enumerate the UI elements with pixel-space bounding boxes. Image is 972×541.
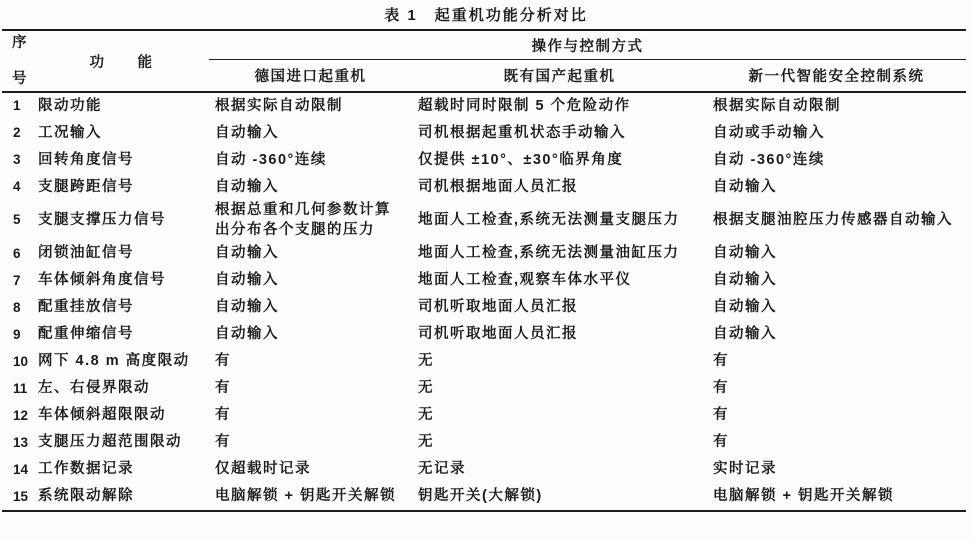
cell-german-crane: 电脑解锁 + 钥匙开关解锁 xyxy=(215,487,397,504)
cell-row-number: 4 xyxy=(13,179,21,195)
cell-function: 支腿跨距信号 xyxy=(38,178,134,195)
cell-german-crane: 自动 -360°连续 xyxy=(215,151,327,168)
cell-new-system: 电脑解锁 + 钥匙开关解锁 xyxy=(713,487,895,504)
cell-german-crane: 自动输入 xyxy=(215,124,279,141)
cell-german-crane: 有 xyxy=(215,433,231,450)
cell-german-crane: 自动输入 xyxy=(215,325,279,342)
cell-domestic-crane: 钥匙开关(大解锁) xyxy=(418,487,543,504)
header-group-label: 操作与控制方式 xyxy=(209,31,966,60)
cell-german-crane: 自动输入 xyxy=(215,271,279,288)
table-header xyxy=(2,31,966,93)
table-row xyxy=(2,483,966,510)
cell-function: 配重伸缩信号 xyxy=(38,325,134,342)
cell-function: 系统限动解除 xyxy=(38,487,134,504)
cell-domestic-crane: 司机根据地面人员汇报 xyxy=(418,178,578,195)
cell-domestic-crane: 仅提供 ±10°、±30°临界角度 xyxy=(418,151,624,168)
cell-new-system: 有 xyxy=(713,352,729,369)
cell-function: 支腿支撑压力信号 xyxy=(38,211,166,228)
cell-row-number: 9 xyxy=(13,326,21,342)
cell-german-crane: 根据实际自动限制 xyxy=(215,97,343,114)
cell-domestic-crane: 地面人工检查,观察车体水平仪 xyxy=(418,271,632,288)
cell-function: 车体倾斜角度信号 xyxy=(38,271,166,288)
table-row xyxy=(2,201,966,240)
cell-row-number: 10 xyxy=(13,353,29,369)
cell-new-system: 自动输入 xyxy=(713,325,777,342)
cell-new-system: 自动或手动输入 xyxy=(713,124,825,141)
table-row xyxy=(2,294,966,321)
cell-domestic-crane: 司机听取地面人员汇报 xyxy=(418,325,578,342)
cell-german-crane: 根据总重和几何参数计算出分布各个支腿的压力 xyxy=(215,202,391,238)
cell-new-system: 自动输入 xyxy=(713,271,777,288)
cell-row-number: 12 xyxy=(13,407,29,423)
cell-function: 限动功能 xyxy=(38,97,102,114)
cell-german-crane: 有 xyxy=(215,379,231,396)
cell-new-system: 自动 -360°连续 xyxy=(713,151,825,168)
table-row xyxy=(2,456,966,483)
cell-domestic-crane: 无 xyxy=(418,406,434,423)
table-row xyxy=(2,93,966,120)
cell-function: 网下 4.8 m 高度限动 xyxy=(38,352,190,369)
cell-new-system: 根据支腿油腔压力传感器自动输入 xyxy=(713,211,953,228)
header-cell-german-crane: 德国进口起重机 xyxy=(254,69,367,85)
cell-domestic-crane: 无 xyxy=(418,433,434,450)
cell-new-system: 根据实际自动限制 xyxy=(713,97,841,114)
cell-function: 车体倾斜超限限动 xyxy=(38,406,166,423)
table-row xyxy=(2,120,966,147)
cell-function: 闭锁油缸信号 xyxy=(38,244,134,261)
cell-function: 支腿压力超范围限动 xyxy=(38,433,182,450)
cell-row-number: 2 xyxy=(13,125,21,141)
cell-domestic-crane: 无 xyxy=(418,379,434,396)
table-row xyxy=(2,402,966,429)
header-cell-function: 功 能 xyxy=(89,54,154,71)
cell-german-crane: 有 xyxy=(215,406,231,423)
cell-domestic-crane: 无 xyxy=(418,352,434,369)
cell-german-crane: 自动输入 xyxy=(215,244,279,261)
cell-function: 配重挂放信号 xyxy=(38,298,134,315)
cell-row-number: 11 xyxy=(13,380,28,396)
table-row xyxy=(2,375,966,402)
table-body xyxy=(2,93,966,510)
cell-row-number: 3 xyxy=(13,152,21,168)
cell-new-system: 实时记录 xyxy=(713,460,777,477)
cell-function: 回转角度信号 xyxy=(38,151,134,168)
cell-row-number: 8 xyxy=(13,299,21,315)
cell-new-system: 自动输入 xyxy=(713,178,777,195)
cell-domestic-crane: 无记录 xyxy=(418,460,466,477)
table-row xyxy=(2,174,966,201)
cell-new-system: 有 xyxy=(713,406,729,423)
header-cell-domestic-crane: 既有国产起重机 xyxy=(503,69,616,85)
cell-row-number: 15 xyxy=(13,488,29,504)
table-title: 表 1 起重机功能分析对比 xyxy=(384,7,588,24)
cell-row-number: 7 xyxy=(13,272,21,288)
cell-row-number: 6 xyxy=(13,245,21,261)
cell-german-crane: 有 xyxy=(215,352,231,369)
cell-function: 左、右侵界限动 xyxy=(38,379,150,396)
table-row xyxy=(2,147,966,174)
cell-domestic-crane: 地面人工检查,系统无法测量油缸压力 xyxy=(418,244,680,261)
cell-domestic-crane: 司机根据起重机状态手动输入 xyxy=(418,124,626,141)
cell-new-system: 自动输入 xyxy=(713,298,777,315)
header-group xyxy=(209,31,966,91)
cell-new-system: 自动输入 xyxy=(713,244,777,261)
cell-domestic-crane: 超载时同时限制 5 个危险动作 xyxy=(418,97,631,114)
table-row xyxy=(2,348,966,375)
header-subcolumns xyxy=(209,60,966,91)
table-row xyxy=(2,321,966,348)
cell-row-number: 1 xyxy=(13,98,21,114)
cell-row-number: 14 xyxy=(13,461,29,477)
header-cell-new-system: 新一代智能安全控制系统 xyxy=(748,69,925,85)
cell-row-number: 5 xyxy=(13,212,21,228)
header-cell-no xyxy=(2,31,34,91)
cell-domestic-crane: 地面人工检查,系统无法测量支腿压力 xyxy=(418,211,680,228)
cell-domestic-crane: 司机听取地面人员汇报 xyxy=(418,298,578,315)
header-no-bottom: 号 xyxy=(12,70,28,87)
table-row xyxy=(2,267,966,294)
comparison-table xyxy=(2,29,966,512)
cell-german-crane: 自动输入 xyxy=(215,178,279,195)
cell-german-crane: 仅超载时记录 xyxy=(215,460,311,477)
header-no-top: 序 xyxy=(12,35,28,51)
cell-row-number: 13 xyxy=(13,434,29,450)
table-row xyxy=(2,429,966,456)
cell-function: 工况输入 xyxy=(38,124,102,141)
cell-german-crane: 自动输入 xyxy=(215,298,279,315)
cell-new-system: 有 xyxy=(713,433,729,450)
cell-new-system: 有 xyxy=(713,379,729,396)
cell-function: 工作数据记录 xyxy=(38,460,134,477)
table-row xyxy=(2,240,966,267)
